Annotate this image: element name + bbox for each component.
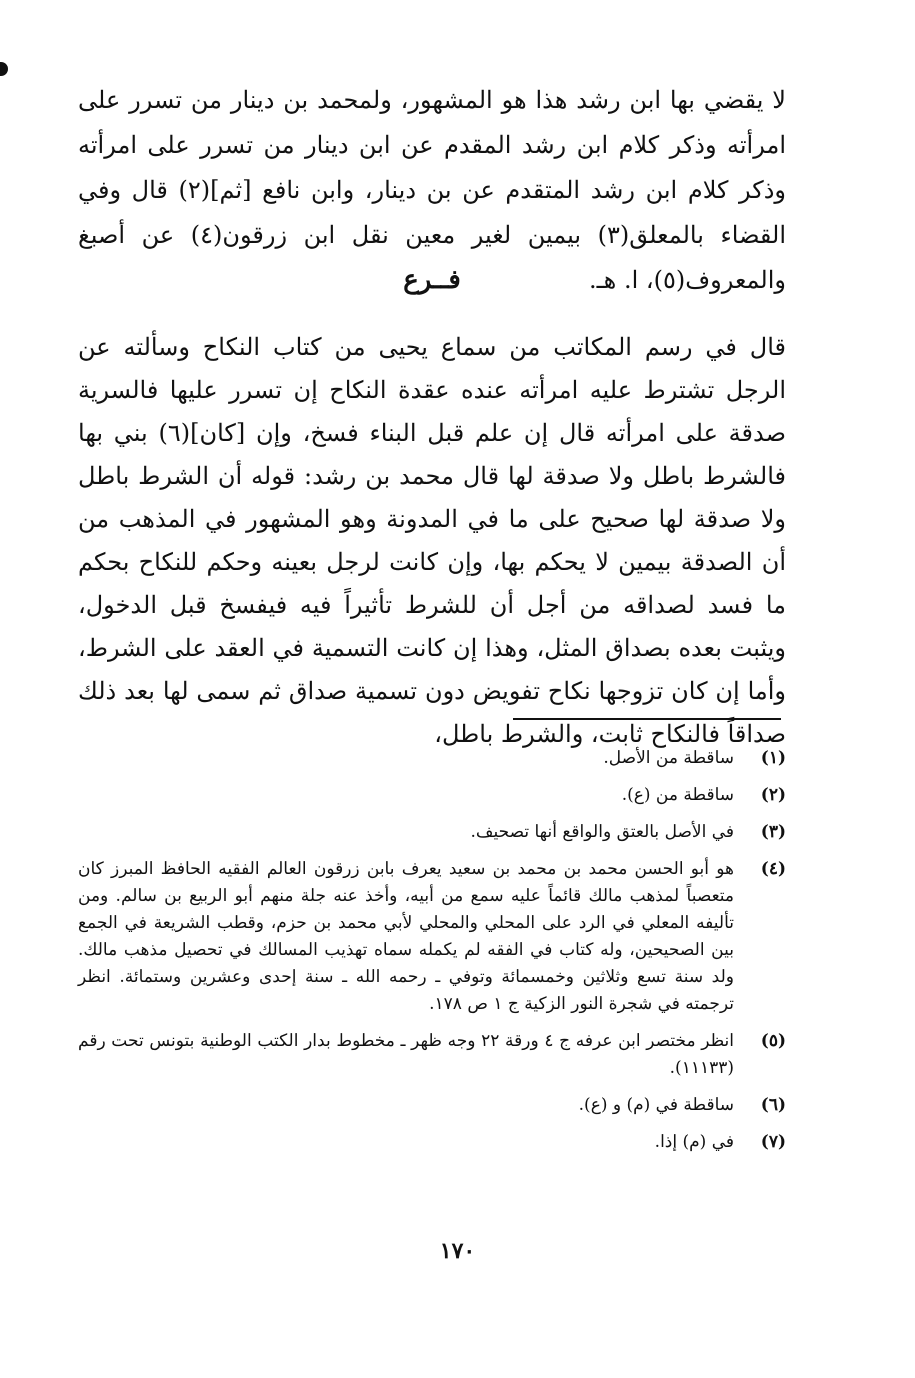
footnote-number: (٢): [760, 785, 786, 805]
footnote-5: [78, 1028, 786, 1082]
footnote-number: (٦): [760, 1095, 786, 1115]
footnote-number: (١): [760, 748, 786, 768]
footnote-number: (٧): [760, 1132, 786, 1152]
footnote-text: ساقطة في (م) و (ع).: [578, 1095, 734, 1115]
footnote-text: في (م) إذا.: [654, 1132, 734, 1152]
paragraph-body: قال في رسم المكاتب من سماع يحيى من كتاب النكاح وسألته عن الرجل تشترط عليه امرأته عنده عقدة النكاح إن تسرر عليها فالسرية صدقة على امرأته قال إن علم قبل البناء فسخ، وإن [كان](٦) بني بها فالشرط باطل ولا صدقة لها قال محمد بن رشد: قوله أن الشرط باطل ولا صدقة لها صحيح على ما في المدونة وهو المشهور في المذهب من أن الصدقة بيمين لا يحكم بها، وإن كانت لرجل بعينه وحكم للنكاح بحكم ما فسد لصداقه من أجل أن للشرط تأثيراً فيه فيفسخ قبل الدخول، ويثبت بعده بصداق المثل، وهذا إن كانت التسمية في العقد على الشرط، وأما إن كان تزوجها نكاح تفويض دون تسمية صداق ثم سمى لها بعد ذلك صداقاً فالنكاح ثابت، والشرط باطل،: [78, 333, 786, 748]
footnotes: [78, 745, 786, 1166]
footnote-6: [78, 1092, 786, 1119]
footnote-separator: [513, 718, 781, 720]
footnote-7: [78, 1129, 786, 1156]
footnote-2: [78, 782, 786, 809]
footnote-number: (٥): [760, 1031, 786, 1051]
footnote-4: [78, 856, 786, 1018]
footnote-1: [78, 745, 786, 772]
footnote-text: هو أبو الحسن محمد بن محمد بن سعيد يعرف بابن زرقون العالم الفقيه الحافظ المبرز كان متعصباً لمذهب مالك قائماً عليه سمع من أبيه، وأخذ عنه جلة منهم أبو الربيع بن سالم. ومن تأليفه المعلي في الرد على المحلي والمحلي لأبي محمد بن حزم، وقطب الشريعة في الجمع بين الصحيحين، وله كتاب في الفقه لم يكمله سماه تهذيب المسالك في تحصيل مذهب مالك. ولد سنة تسع وثلاثين وخمسمائة وتوفي ـ رحمه الله ـ سنة إحدى وعشرين وستمائة. انظر ترجمته في شجرة النور الزكية ج ١ ص ١٧٨.: [78, 859, 734, 1014]
footnote-text: ساقطة من الأصل.: [603, 748, 734, 768]
main-text-body: [78, 302, 786, 780]
footnote-text: ساقطة من (ع).: [621, 785, 734, 805]
footnote-number: (٤): [760, 859, 786, 879]
footnote-text: في الأصل بالعتق والواقع أنها تصحيف.: [470, 822, 734, 842]
footnote-3: [78, 819, 786, 846]
page-number: ١٧٠: [439, 1238, 476, 1264]
footnote-text: انظر مختصر ابن عرفه ج ٤ ورقة ٢٢ وجه ظهر ـ مخطوط بدار الكتب الوطنية بتونس تحت رقم (١١١٣٣).: [78, 1031, 735, 1078]
section-heading: فــرع: [403, 265, 461, 295]
paragraph-top: لا يقضي بها ابن رشد هذا هو المشهور، ولمحمد بن دينار من تسرر على امرأته وذكر كلام ابن رشد المقدم عن ابن دينار من تسرر على امرأته وذكر كلام ابن رشد المتقدم عن بن دينار، وابن نافع [ثم](٢) قال وفي القضاء بالمعلق(٣) بيمين لغير معين نقل ابن زرقون(٤) عن أصبغ والمعروف(٥)، ا. هـ.: [78, 86, 787, 294]
footnote-number: (٣): [760, 822, 786, 842]
page-edge-mark: [0, 62, 8, 76]
